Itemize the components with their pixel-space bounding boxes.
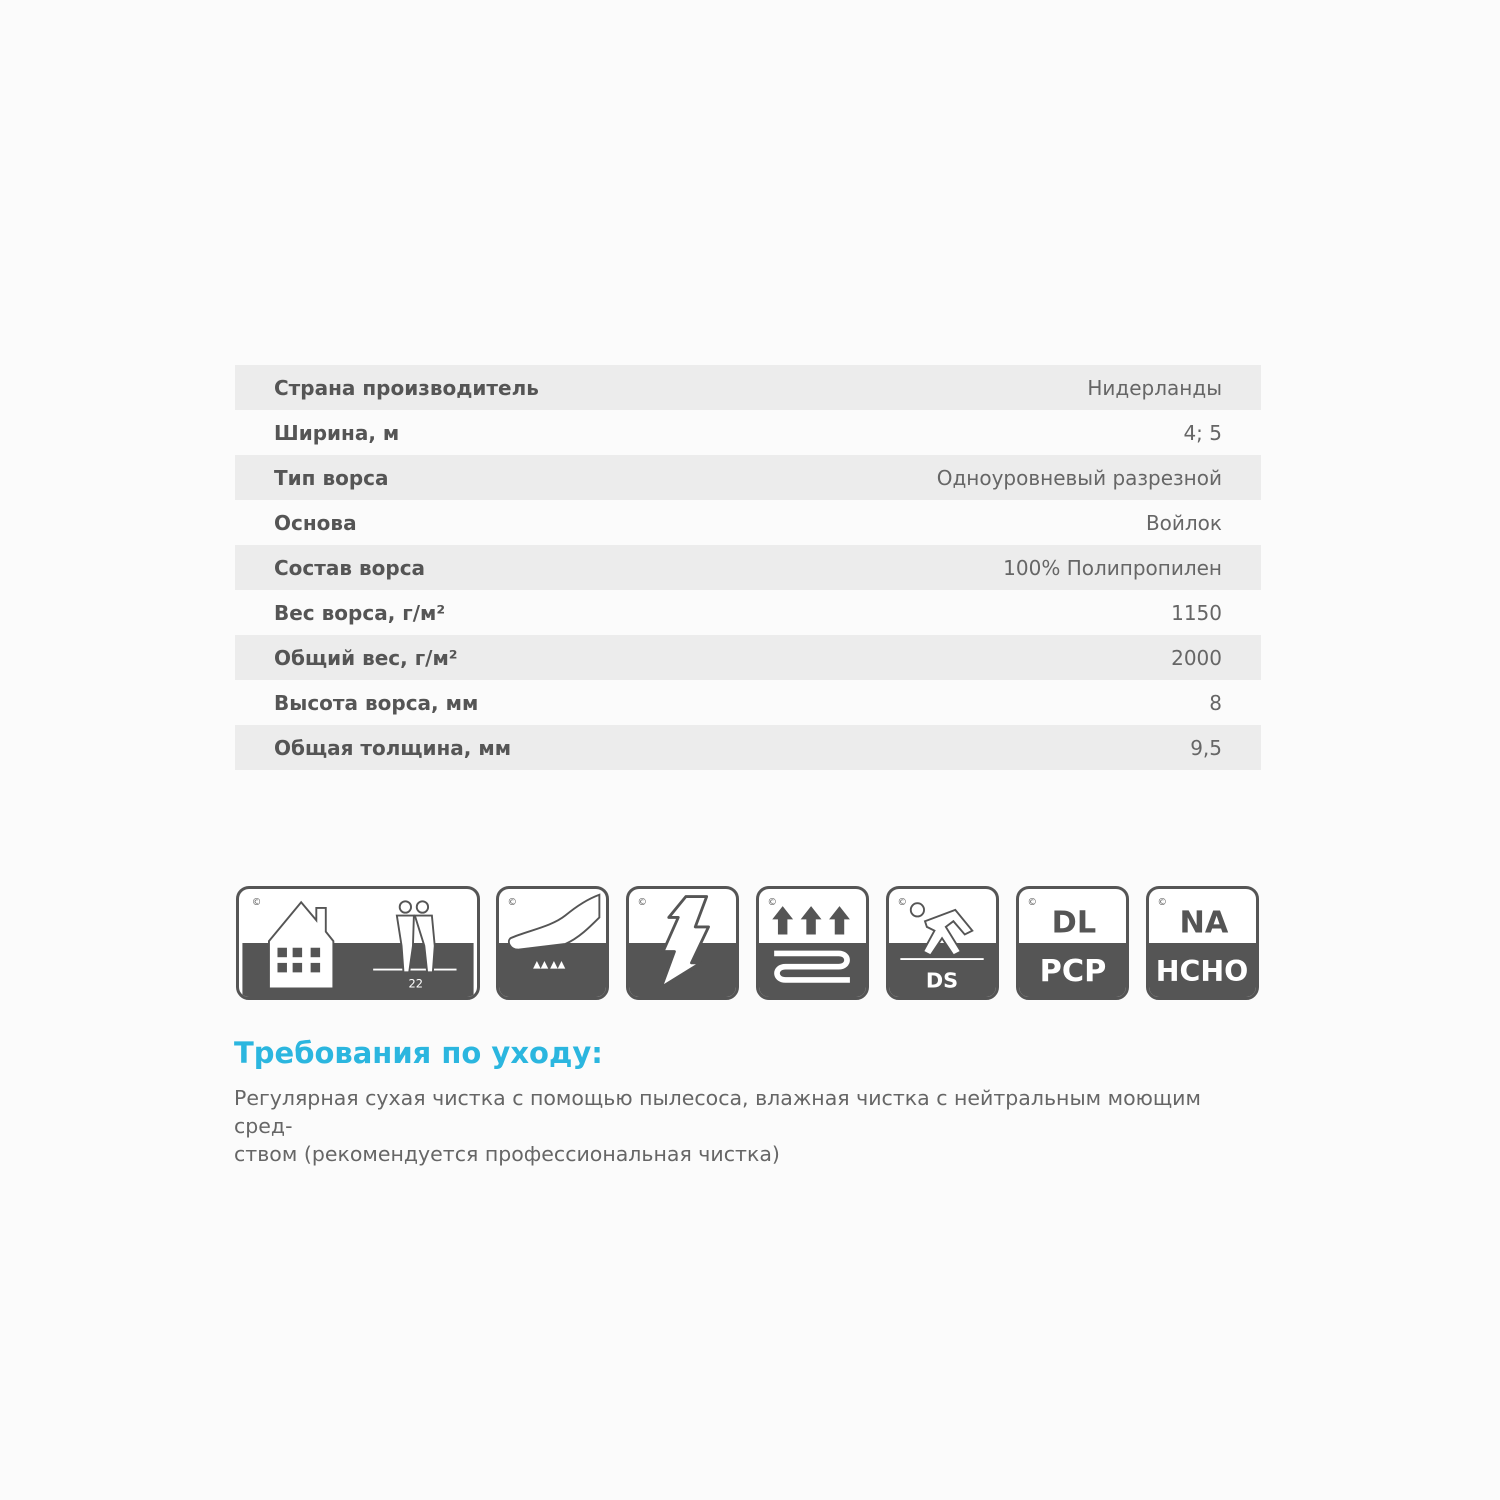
spec-label: Состав ворса	[274, 555, 426, 580]
antistatic-icon	[626, 886, 739, 1000]
spec-label: Основа	[274, 510, 357, 535]
spec-row	[235, 590, 1261, 635]
spec-value: Нидерланды	[1087, 375, 1222, 400]
spec-label: Высота ворса, мм	[274, 690, 479, 715]
care-text-line: ством (рекомендуется профессиональная чистка)	[234, 1142, 780, 1166]
copyright-mark: ©	[507, 897, 517, 909]
copyright-mark: ©	[767, 897, 777, 909]
spec-row	[235, 680, 1261, 725]
dl-label: DL	[1051, 905, 1097, 941]
antislip-label: DS	[925, 968, 959, 993]
comfort-icon	[496, 886, 609, 1000]
na-label: NA	[1179, 905, 1229, 941]
spec-value: Войлок	[1145, 510, 1222, 535]
spec-row	[235, 725, 1261, 770]
spec-label: Страна производитель	[274, 375, 539, 400]
spec-label: Ширина, м	[274, 420, 400, 445]
underfloor-heating-icon	[756, 886, 869, 1000]
spec-row	[235, 545, 1261, 590]
na-hcho-icon	[1146, 886, 1259, 1000]
specs-table	[235, 365, 1261, 770]
spec-row	[235, 410, 1261, 455]
spec-label: Общая толщина, мм	[274, 735, 512, 760]
spec-value: 8	[1209, 690, 1222, 715]
hcho-label: HCHO	[1155, 954, 1249, 988]
spec-value: Одноуровневый разрезной	[936, 465, 1222, 490]
spec-value: 4; 5	[1183, 420, 1222, 445]
spec-label: Общий вес, г/м²	[274, 645, 458, 670]
copyright-mark: ©	[637, 897, 647, 909]
spec-value: 2000	[1171, 645, 1222, 670]
antislip-icon	[886, 886, 999, 1000]
spec-row	[235, 635, 1261, 680]
care-title: Требования по уходу:	[234, 1036, 603, 1070]
spec-value: 9,5	[1190, 735, 1222, 760]
spec-row	[235, 500, 1261, 545]
care-text	[234, 1084, 1244, 1168]
spec-label: Тип ворса	[274, 465, 389, 490]
copyright-mark: ©	[1027, 897, 1037, 909]
spec-label: Вес ворса, г/м²	[274, 600, 446, 625]
spec-value: 1150	[1171, 600, 1222, 625]
dl-pcp-icon	[1016, 886, 1129, 1000]
spec-row	[235, 365, 1261, 410]
domestic-use-icon	[236, 886, 480, 1000]
certification-icons	[236, 886, 1262, 1002]
care-text-line: Регулярная сухая чистка с помощью пылесоса, влажная чистка с нейтральным моющим сред-	[234, 1086, 1201, 1138]
copyright-mark: ©	[251, 897, 262, 909]
pcp-label: PCP	[1039, 953, 1107, 989]
spec-value: 100% Полипропилен	[1003, 555, 1222, 580]
domestic-class-number: 22	[408, 976, 424, 991]
spec-row	[235, 455, 1261, 500]
copyright-mark: ©	[897, 897, 907, 909]
copyright-mark: ©	[1157, 897, 1167, 909]
